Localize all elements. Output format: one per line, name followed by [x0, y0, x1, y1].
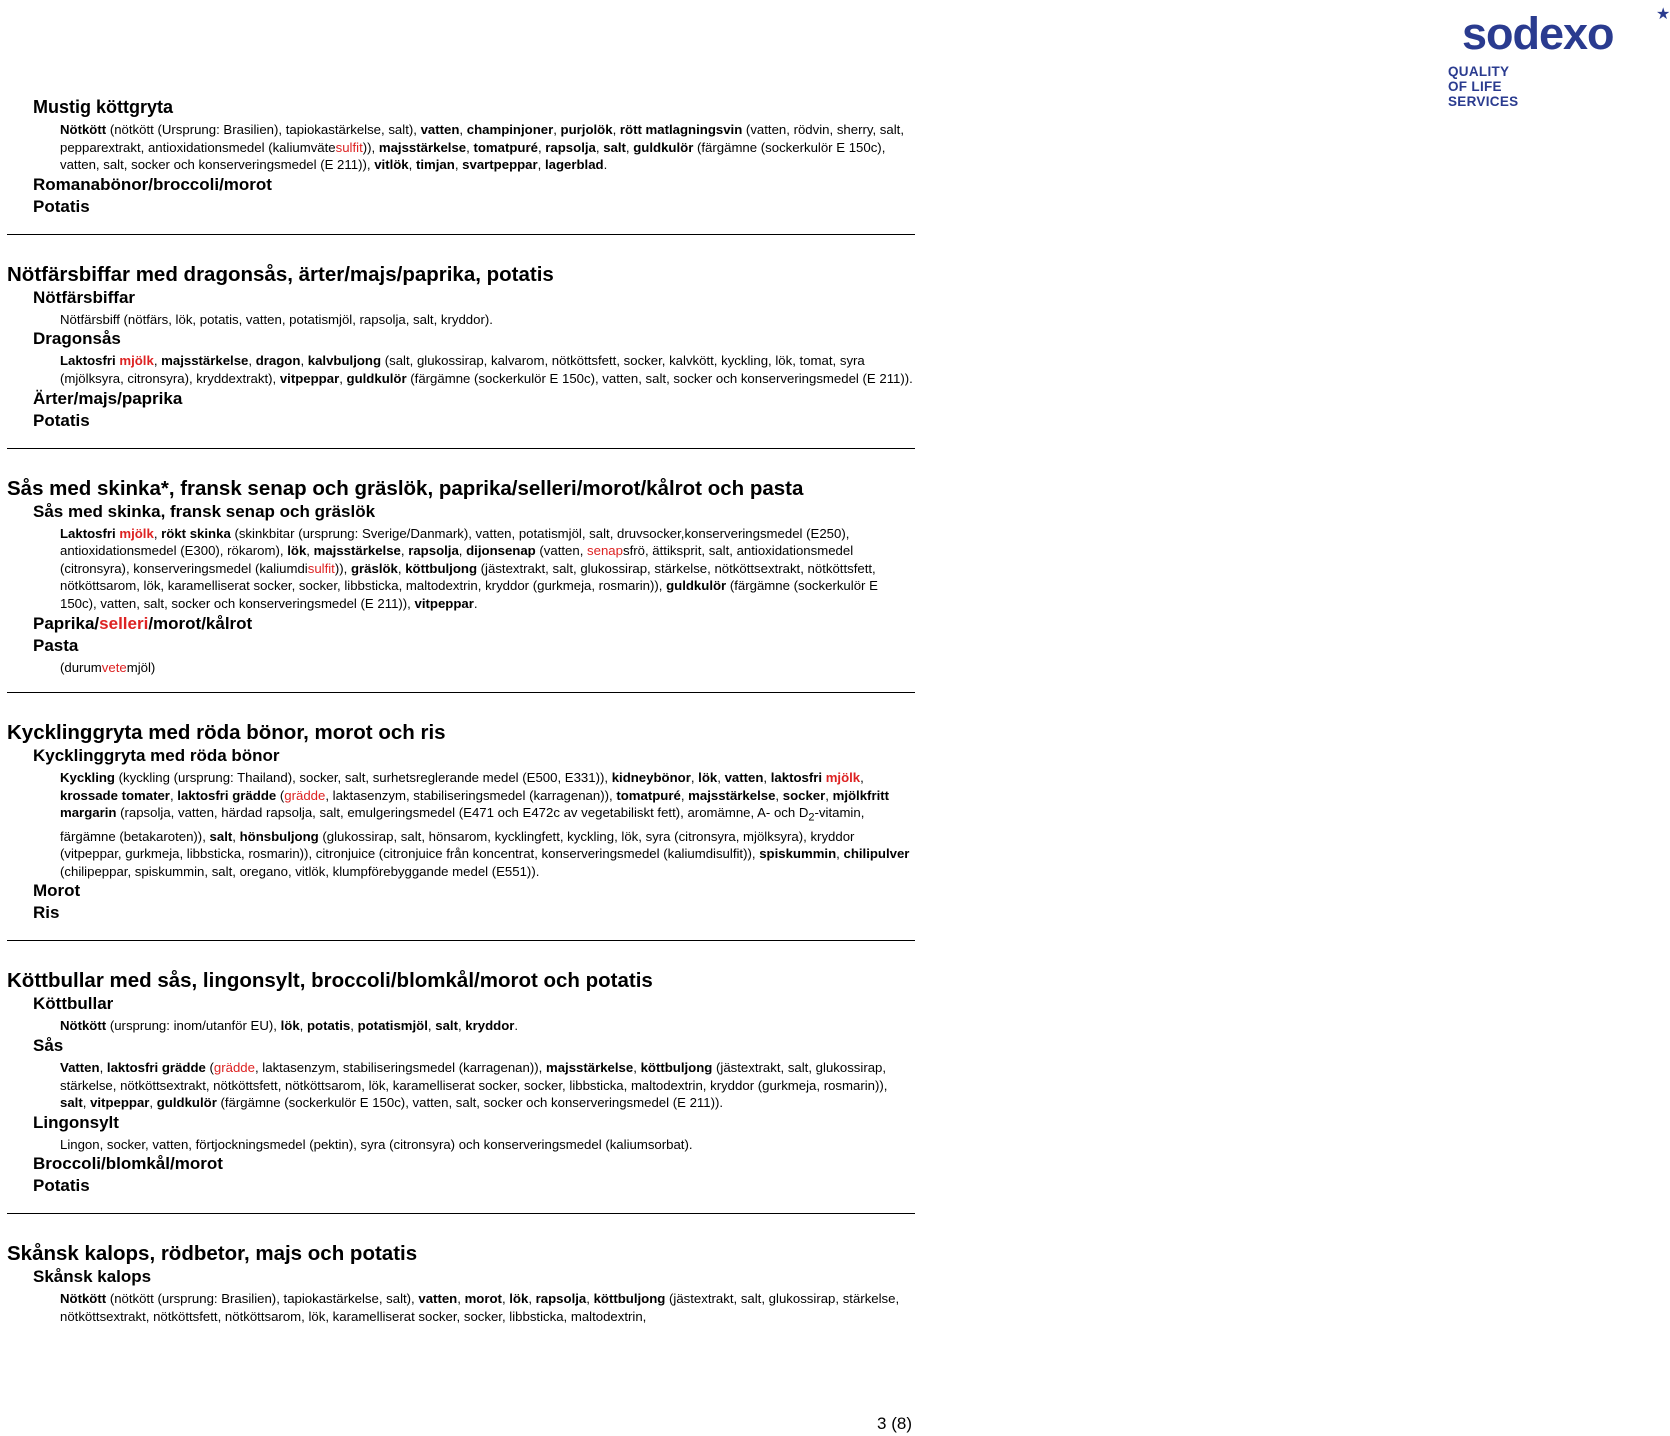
dish-section: [0, 721, 960, 924]
ingredient-list: Nötkött (ursprung: inom/utanför EU), lök, potatis, potatismjöl, salt, kryddor.: [60, 1018, 519, 1034]
component-name: Potatis: [33, 1176, 90, 1196]
component-name: Romanabönor/broccoli/morot: [33, 174, 272, 194]
ingredient-list: Laktosfri mjölk, majsstärkelse, dragon, kalvbuljong (salt, glukossirap, kalvarom, nötköttsfett, socker, kalvkött, kyckling, lök, tomat, syra (mjölksyra, citronsyra), kryddextrakt), vitpeppar, guldkulör (färgämne (sockerkulör E 150c), vatten, salt, socker och konserveringsmedel (E 211)).: [60, 353, 913, 386]
dish-title: Köttbullar med sås, lingonsylt, broccoli/blomkål/morot och potatis: [7, 969, 653, 993]
component-name: Potatis: [33, 196, 90, 216]
component-name: Morot: [33, 881, 81, 901]
component-name: Kycklinggryta med röda bönor: [33, 746, 280, 766]
star-icon: ★: [1656, 6, 1670, 23]
dish-title: Skånsk kalops, rödbetor, majs och potatis: [7, 1242, 418, 1266]
component-name: Ris: [33, 903, 60, 923]
component-name: Ärter/majs/paprika: [33, 388, 183, 408]
component-name: Lingonsylt: [33, 1112, 119, 1132]
brand-tagline: QUALITY OF LIFE SERVICES: [1448, 64, 1519, 109]
ingredient-list: (durumvetemjöl): [60, 659, 156, 675]
dish-section: [0, 95, 960, 218]
section-divider: [7, 692, 915, 693]
component-name: Dragonsås: [33, 329, 121, 349]
component-name: Nötfärsbiffar: [33, 287, 136, 307]
dish-title: Sås med skinka*, fransk senap och gräslök, paprika/selleri/morot/kålrot och pasta: [7, 476, 804, 500]
component-name: Broccoli/blomkål/morot: [33, 1154, 223, 1174]
dish-section: [0, 969, 960, 1197]
dish-title: Nötfärsbiffar med dragonsås, ärter/majs/paprika, potatis: [7, 262, 554, 286]
ingredient-list: Kyckling (kyckling (ursprung: Thailand), socker, salt, surhetsreglerande medel (E500, E331)), kidneybönor, lök, vatten, laktosfri mjölk, krossade tomater, laktosfri grädde (grädde, laktasenzym, stabiliseringsmedel (karragenan)), tomatpuré, majsstärkelse, socker, mjölkfritt margarin (rapsolja, vatten, härdad rapsolja, salt, emulgeringsmedel (E471 och E472c av vegetabiliskt fett), aromämne, A- och $D_2$-vitamin, färgämne (betakaroten)), salt, hönsbuljong (glukossirap, salt, hönsarom, kycklingfett, kyckling, lök, syra (citronsyra, mjölksyra), kryddor (vitpeppar, gurkmeja, libbsticka, rosmarin)), citronjuice (citronjuice från koncentrat, konserveringsmedel (kaliumdisulfit)), spiskummin, chilipulver (chilipeppar, spiskummin, salt, oregano, vitlök, klumpförebyggande medel (E551)).: [60, 770, 910, 879]
section-divider: [7, 448, 915, 449]
component-name: Köttbullar: [33, 994, 114, 1014]
ingredient-list: Nötfärsbiff (nötfärs, lök, potatis, vatten, potatismjöl, rapsolja, salt, kryddor).: [60, 311, 493, 327]
page-number: 3 (8): [877, 1414, 912, 1433]
dish-section: [0, 1242, 960, 1325]
ingredient-list: Nötkött (nötkött (ursprung: Brasilien), tapiokastärkelse, salt), vatten, morot, lök, rapsolja, köttbuljong (jästextrakt, salt, glukossirap, stärkelse, nötköttsextrakt, nötköttsfett, nötköttsarom, lök, karamelliserat socker, socker, libbsticka, maltodextrin,: [60, 1291, 900, 1324]
section-divider: [7, 234, 915, 235]
dish-section: [0, 263, 960, 432]
dish-section: [0, 477, 960, 677]
section-divider: [7, 1213, 915, 1214]
component-name: Potatis: [33, 410, 90, 430]
section-divider: [7, 940, 915, 941]
component-name: Paprika/selleri/morot/kålrot: [33, 613, 253, 633]
component-name: Pasta: [33, 635, 79, 655]
ingredient-list: Laktosfri mjölk, rökt skinka (skinkbitar (ursprung: Sverige/Danmark), vatten, potatismjöl, salt, druvsocker,konserveringsmedel (E250), antioxidationsmedel (E300), rökarom), lök, majsstärkelse, rapsolja, dijonsenap (vatten, senapsfrö, ättiksprit, salt, antioxidationsmedel (citronsyra), konserveringsmedel (kaliumdisulfit)), gräslök, köttbuljong (jästextrakt, salt, glukossirap, stärkelse, nötköttsextrakt, nötköttsfett, nötköttsarom, lök, karamelliserat socker, socker, libbsticka, maltodextrin, kryddor (gurkmeja, rosmarin)), guldkulör (färgämne (sockerkulör E 150c), vatten, salt, socker och konserveringsmedel (E 211)), vitpeppar.: [60, 525, 878, 611]
dish-title: Kycklinggryta med röda bönor, morot och ris: [7, 721, 446, 745]
brand-name: sodexo: [1462, 8, 1614, 59]
menu-document: [0, 95, 960, 1325]
ingredient-list: Vatten, laktosfri grädde (grädde, laktasenzym, stabiliseringsmedel (karragenan)), majsstärkelse, köttbuljong (jästextrakt, salt, glukossirap, stärkelse, nötköttsextrakt, nötköttsfett, nötköttsarom, lök, karamelliserat socker, socker, libbsticka, maltodextrin, kryddor (gurkmeja, rosmarin)), salt, vitpeppar, guldkulör (färgämne (sockerkulör E 150c), vatten, salt, socker och konserveringsmedel (E 211)).: [60, 1059, 888, 1111]
component-name: Skånsk kalops: [33, 1267, 152, 1287]
dish-title: Mustig köttgryta: [33, 97, 174, 117]
ingredient-list: Nötkött (nötkött (Ursprung: Brasilien), tapiokastärkelse, salt), vatten, champinjoner, purjolök, rött matlagningsvin (vatten, rödvin, sherry, salt, pepparextrakt, antioxidationsmedel (kaliumvätesulfit)), majsstärkelse, tomatpuré, rapsolja, salt, guldkulör (färgämne (sockerkulör E 150c), vatten, salt, socker och konserveringsmedel (E 211)), vitlök, timjan, svartpeppar, lagerblad.: [60, 122, 904, 173]
component-name: Sås med skinka, fransk senap och gräslök: [33, 501, 376, 521]
sodexo-logo: [722, 2, 1670, 109]
component-name: Sås: [33, 1035, 64, 1055]
ingredient-list: Lingon, socker, vatten, förtjockningsmedel (pektin), syra (citronsyra) och konserveringsmedel (kaliumsorbat).: [60, 1136, 693, 1152]
